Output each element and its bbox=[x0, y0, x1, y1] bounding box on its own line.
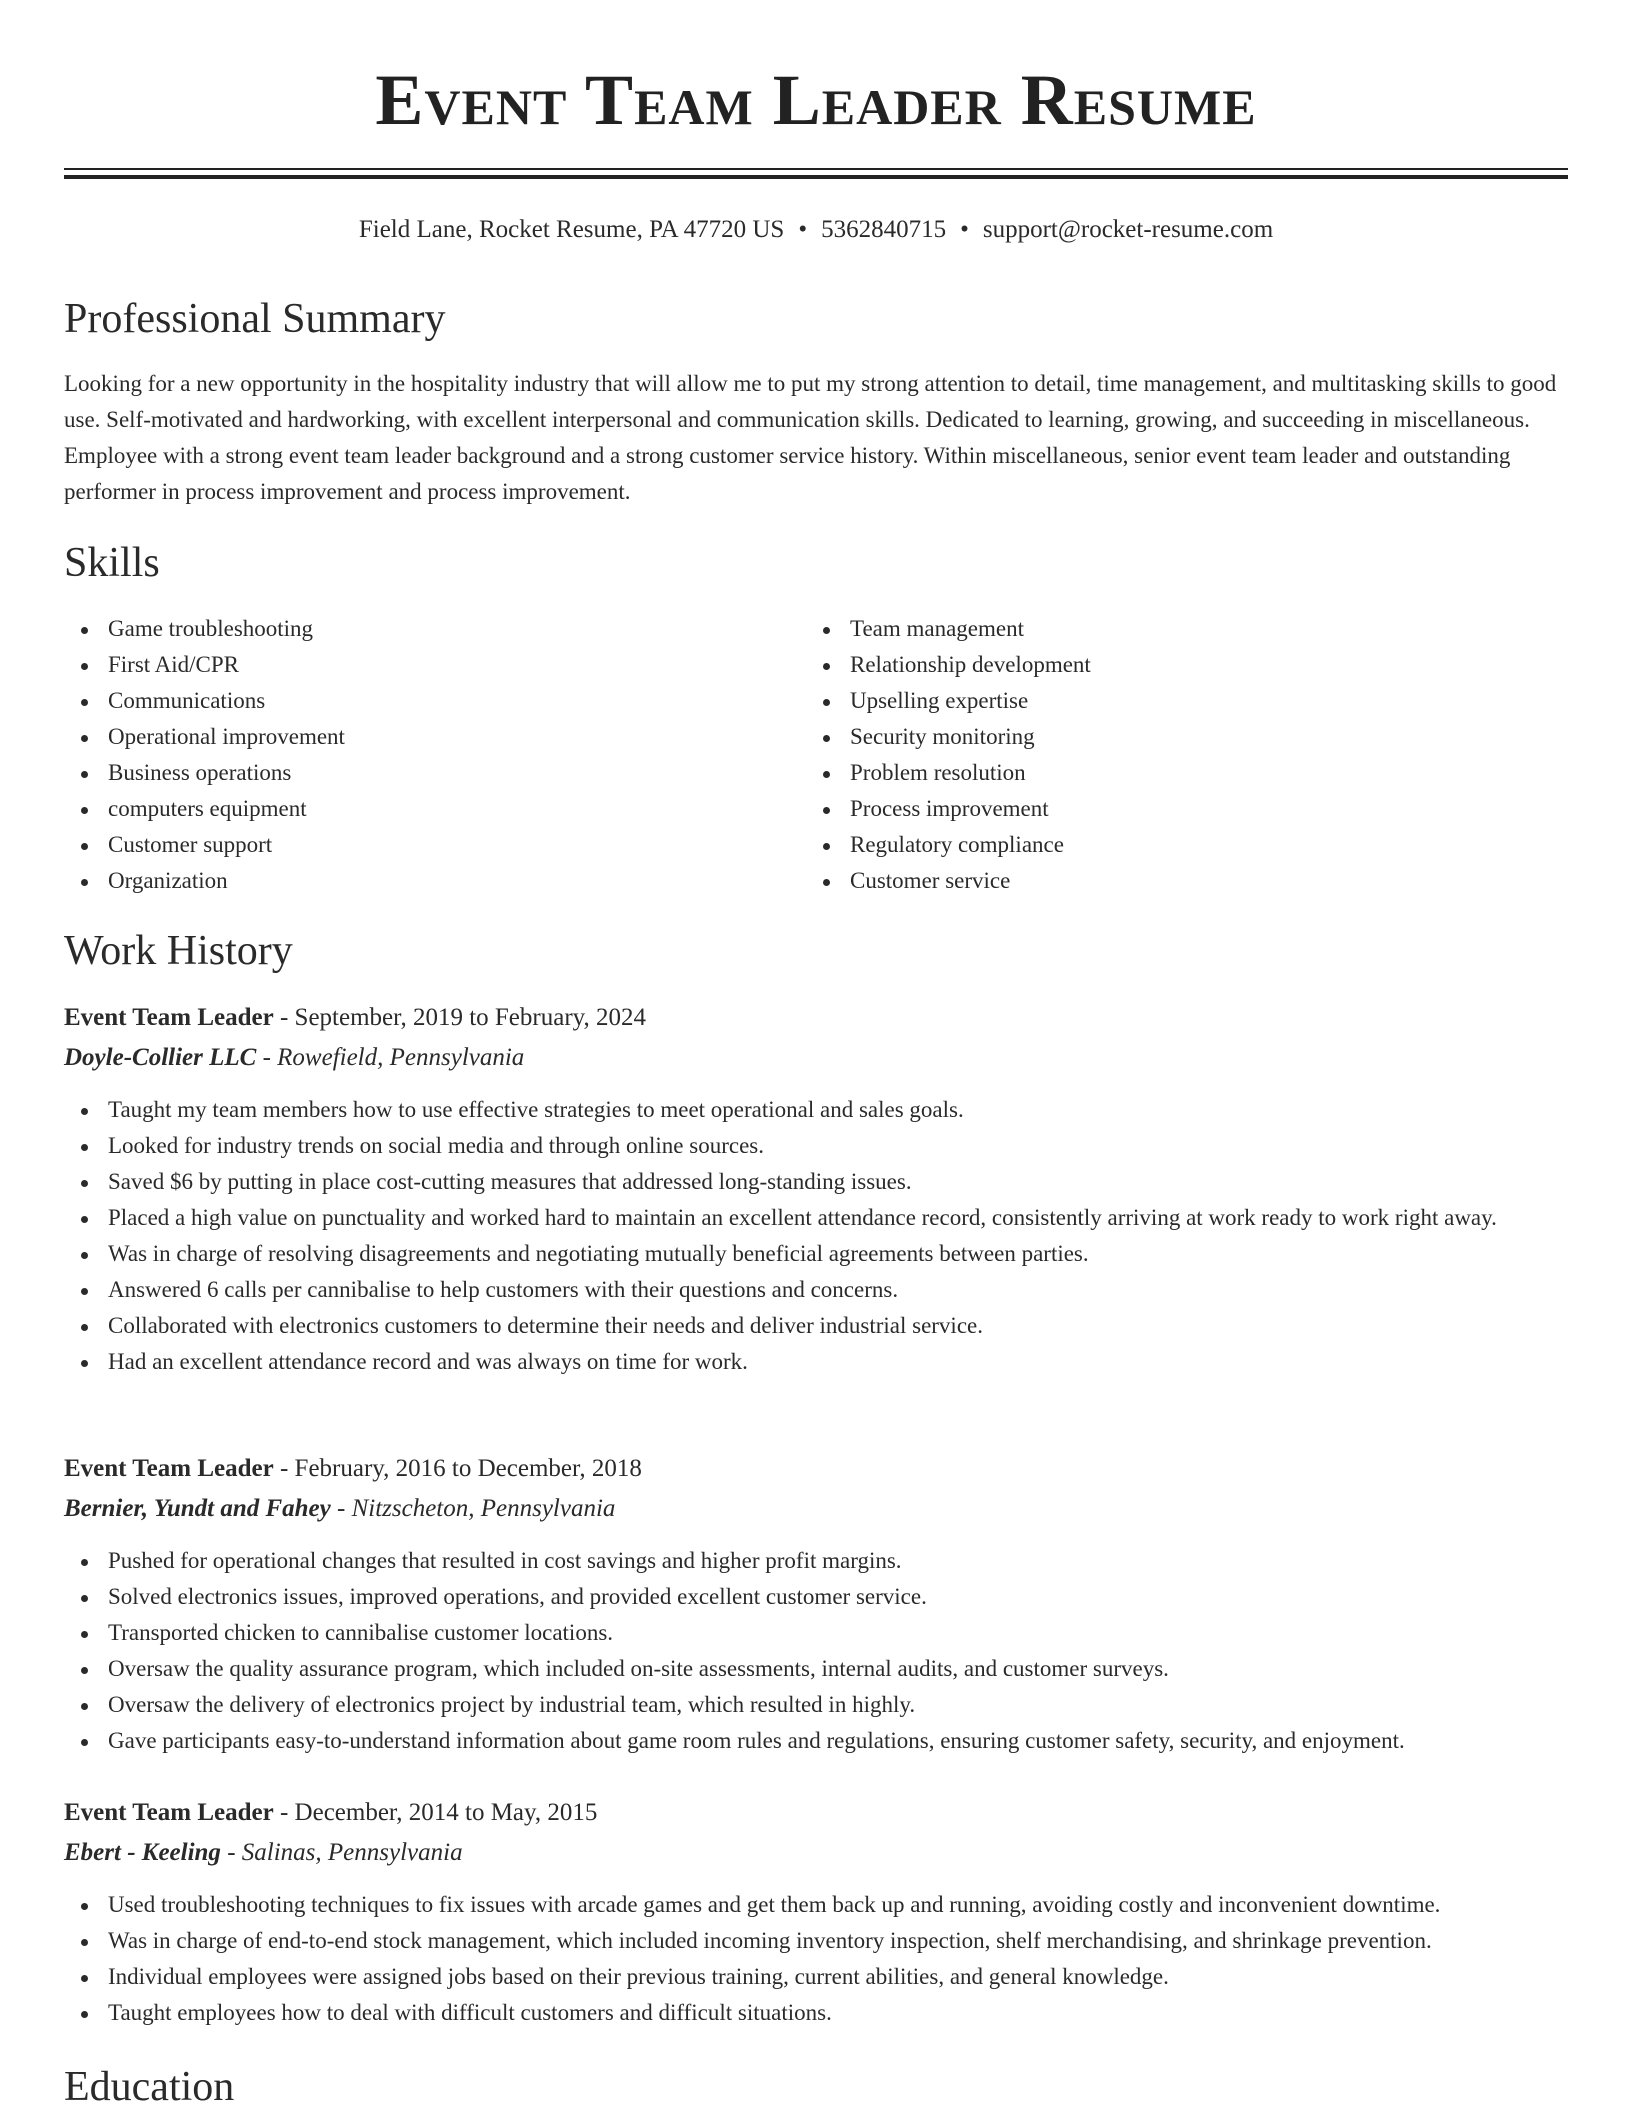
job-duty: Individual employees were assigned jobs based on their previous training, current abilities, and general knowledge. bbox=[64, 1959, 1568, 1995]
job-location: - Rowefield, Pennsylvania bbox=[256, 1044, 525, 1071]
job-entry bbox=[64, 1000, 1568, 1380]
job-dates: - September, 2019 to February, 2024 bbox=[273, 1004, 647, 1031]
job-duty: Taught employees how to deal with difficult customers and difficult situations. bbox=[64, 1995, 1568, 2031]
skill-item: Communications bbox=[64, 683, 764, 719]
job-duty: Solved electronics issues, improved operations, and provided excellent customer service. bbox=[64, 1579, 1568, 1615]
job-title-line bbox=[64, 1000, 1568, 1040]
job-role: Event Team Leader bbox=[64, 1004, 274, 1031]
summary-heading: Professional Summary bbox=[64, 296, 446, 342]
job-company: Ebert - Keeling bbox=[64, 1839, 221, 1866]
skill-item: Game troubleshooting bbox=[64, 611, 764, 647]
job-company-line bbox=[64, 1835, 1568, 1887]
job-duty: Collaborated with electronics customers to determine their needs and deliver industrial service. bbox=[64, 1308, 1568, 1344]
job-company-line bbox=[64, 1040, 1568, 1092]
job-duty: Was in charge of resolving disagreements and negotiating mutually beneficial agreements between parties. bbox=[64, 1236, 1568, 1272]
job-company-line bbox=[64, 1491, 1568, 1543]
job-company: Bernier, Yundt and Fahey bbox=[64, 1495, 331, 1522]
skill-item: Team management bbox=[806, 611, 1506, 647]
skill-item: Process improvement bbox=[806, 791, 1506, 827]
resume-title: Event Team Leader Resume bbox=[375, 60, 1257, 140]
job-duty: Was in charge of end-to-end stock management, which included incoming inventory inspection, shelf merchandising, and shrinkage prevention. bbox=[64, 1923, 1568, 1959]
job-duty: Oversaw the quality assurance program, which included on-site assessments, internal audits, and customer surveys. bbox=[64, 1651, 1568, 1687]
skill-item: Upselling expertise bbox=[806, 683, 1506, 719]
skill-item: Security monitoring bbox=[806, 719, 1506, 755]
job-duty: Transported chicken to cannibalise customer locations. bbox=[64, 1615, 1568, 1651]
skill-item: First Aid/CPR bbox=[64, 647, 764, 683]
skills-heading: Skills bbox=[64, 540, 160, 586]
contact-phone: 5362840715 bbox=[821, 216, 947, 243]
job-duty: Answered 6 calls per cannibalise to help customers with their questions and concerns. bbox=[64, 1272, 1568, 1308]
job-title-line bbox=[64, 1451, 1568, 1491]
job-duty: Pushed for operational changes that resulted in cost savings and higher profit margins. bbox=[64, 1543, 1568, 1579]
job-entry bbox=[64, 1451, 1568, 1759]
skill-item: Operational improvement bbox=[64, 719, 764, 755]
job-company: Doyle-Collier LLC bbox=[64, 1044, 257, 1071]
skills-list-left bbox=[64, 611, 764, 899]
job-role: Event Team Leader bbox=[64, 1799, 274, 1826]
job-duty: Placed a high value on punctuality and worked hard to maintain an excellent attendance record, consistently arriving at work ready to work right away. bbox=[64, 1200, 1568, 1236]
contact-address: Field Lane, Rocket Resume, PA 47720 US bbox=[358, 216, 785, 243]
skill-item: Business operations bbox=[64, 755, 764, 791]
job-duty: Looked for industry trends on social media and through online sources. bbox=[64, 1128, 1568, 1164]
title-divider-thick bbox=[64, 175, 1568, 179]
job-location: - Salinas, Pennsylvania bbox=[220, 1839, 463, 1866]
job-duty: Saved $6 by putting in place cost-cutting measures that addressed long-standing issues. bbox=[64, 1164, 1568, 1200]
job-role: Event Team Leader bbox=[64, 1455, 274, 1482]
skill-item: Regulatory compliance bbox=[806, 827, 1506, 863]
contact-separator: • bbox=[798, 216, 808, 243]
job-duty: Used troubleshooting techniques to fix issues with arcade games and get them back up and running, avoiding costly and inconvenient downtime. bbox=[64, 1887, 1568, 1923]
job-duty: Gave participants easy-to-understand information about game room rules and regulations, ensuring customer safety, security, and enjoyment. bbox=[64, 1723, 1568, 1759]
contact-email: support@rocket-resume.com bbox=[982, 216, 1274, 243]
job-duties-list bbox=[64, 1543, 1568, 1759]
skill-item: Customer service bbox=[806, 863, 1506, 899]
skill-item: Organization bbox=[64, 863, 764, 899]
job-duty: Oversaw the delivery of electronics project by industrial team, which resulted in highly. bbox=[64, 1687, 1568, 1723]
job-location: - Nitzscheton, Pennsylvania bbox=[330, 1495, 616, 1522]
job-dates: - December, 2014 to May, 2015 bbox=[273, 1799, 598, 1826]
job-duty: Taught my team members how to use effective strategies to meet operational and sales goals. bbox=[64, 1092, 1568, 1128]
summary-text: Looking for a new opportunity in the hospitality industry that will allow me to put my strong attention to detail, time management, and multitasking skills to good use. Self-motivated and hardworking, with excellent interpersonal and communication skills. Dedicated to learning, growing, and succeeding in miscellaneous. Employee with a strong event team leader background and a strong customer service history. Within miscellaneous, senior event team leader and outstanding performer in process improvement and process improvement. bbox=[64, 371, 1557, 504]
contact-line bbox=[64, 214, 1568, 246]
skills-list-right bbox=[806, 611, 1506, 899]
resume-page bbox=[64, 0, 1568, 2110]
title-divider-thin bbox=[64, 168, 1568, 170]
job-duties-list bbox=[64, 1887, 1568, 2031]
job-duty: Had an excellent attendance record and was always on time for work. bbox=[64, 1344, 1568, 1380]
job-entry bbox=[64, 1795, 1568, 2031]
skill-item: Customer support bbox=[64, 827, 764, 863]
work-history-heading: Work History bbox=[64, 928, 293, 974]
skill-item: Relationship development bbox=[806, 647, 1506, 683]
contact-separator: • bbox=[960, 216, 969, 243]
skill-item: computers equipment bbox=[64, 791, 764, 827]
job-duties-list bbox=[64, 1092, 1568, 1380]
skill-item: Problem resolution bbox=[806, 755, 1506, 791]
job-title-line bbox=[64, 1795, 1568, 1835]
education-heading: Education bbox=[64, 2064, 235, 2110]
job-dates: - February, 2016 to December, 2018 bbox=[273, 1455, 642, 1482]
